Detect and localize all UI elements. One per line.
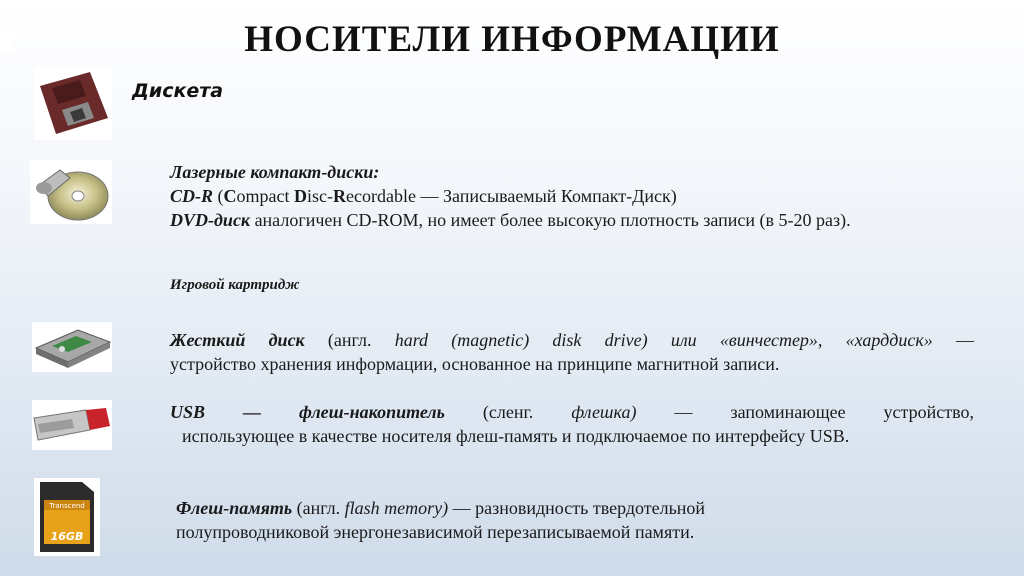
hdd-term: Жесткий диск — [170, 330, 305, 350]
floppy-icon — [34, 66, 112, 140]
flash-part1: (англ. — [292, 498, 345, 518]
cdr-r-rest: ecordable — Записываемый Компакт-Диск) — [346, 186, 677, 206]
hdd-part1: (англ. — [304, 330, 395, 350]
flash-part2: — разновидность твердотельной — [448, 498, 706, 518]
hard-drive-icon — [32, 322, 112, 372]
cd-heading-text: Лазерные компакт-диски: — [170, 162, 380, 182]
usb-part1: (сленг. — [444, 402, 572, 422]
usb-slang: флешка) — [571, 402, 637, 422]
usb-line1 — [170, 400, 974, 424]
usb-line2: использующее в качестве носителя флеш-память и подключаемое по интерфейсу USB. — [182, 426, 850, 446]
cdr-open: ( — [213, 186, 224, 206]
hdd-part2: — — [932, 330, 975, 350]
sd-card-image — [34, 478, 100, 556]
flash-line2: полупроводниковой энергонезависимой перезаписываемой памяти. — [176, 522, 695, 542]
usb-term: USB — флеш-накопитель — [170, 402, 445, 422]
sd-card-capacity: 16GB — [50, 530, 84, 543]
usb-image — [32, 400, 112, 450]
dvd-text: аналогичен CD-ROM, но имеет более высокую плотность записи (в 5-20 раз). — [250, 210, 851, 230]
usb-drive-icon — [32, 400, 112, 450]
flash-english: flash memory) — [344, 498, 449, 518]
cd-heading — [170, 160, 379, 184]
cd-icon — [30, 160, 112, 224]
cartridge-label — [170, 277, 300, 294]
flash-term: Флеш-память — [176, 498, 293, 518]
flash-line1 — [176, 496, 705, 520]
page-title: НОСИТЕЛИ ИНФОРМАЦИИ — [244, 19, 780, 60]
cdr-d-rest: isc- — [307, 186, 333, 206]
dvd-term: DVD-диск — [170, 210, 251, 230]
hdd-image — [32, 322, 112, 372]
sd-card-icon — [34, 478, 100, 556]
cdr-d: D — [294, 186, 307, 206]
hdd-english: hard (magnetic) disk drive) или «винчестер», «харддиск» — [394, 330, 933, 350]
usb-part2: — запоминающее устройство, — [636, 402, 974, 422]
cdr-c: C — [223, 186, 237, 206]
dvd-line — [170, 208, 851, 232]
hdd-line1 — [170, 328, 974, 352]
floppy-image — [34, 66, 112, 140]
sd-card-brand: Transcend — [49, 502, 85, 510]
cdr-c-rest: ompact — [236, 186, 294, 206]
cdr-term: CD-R — [170, 186, 214, 206]
cdr-r: R — [333, 186, 346, 206]
cartridge-label-text: Игровой картридж — [170, 277, 300, 293]
cdr-line — [170, 184, 677, 208]
floppy-label: Дискета — [132, 80, 224, 102]
hdd-line2: устройство хранения информации, основанное на принципе магнитной записи. — [170, 354, 780, 374]
cd-image — [30, 160, 112, 224]
